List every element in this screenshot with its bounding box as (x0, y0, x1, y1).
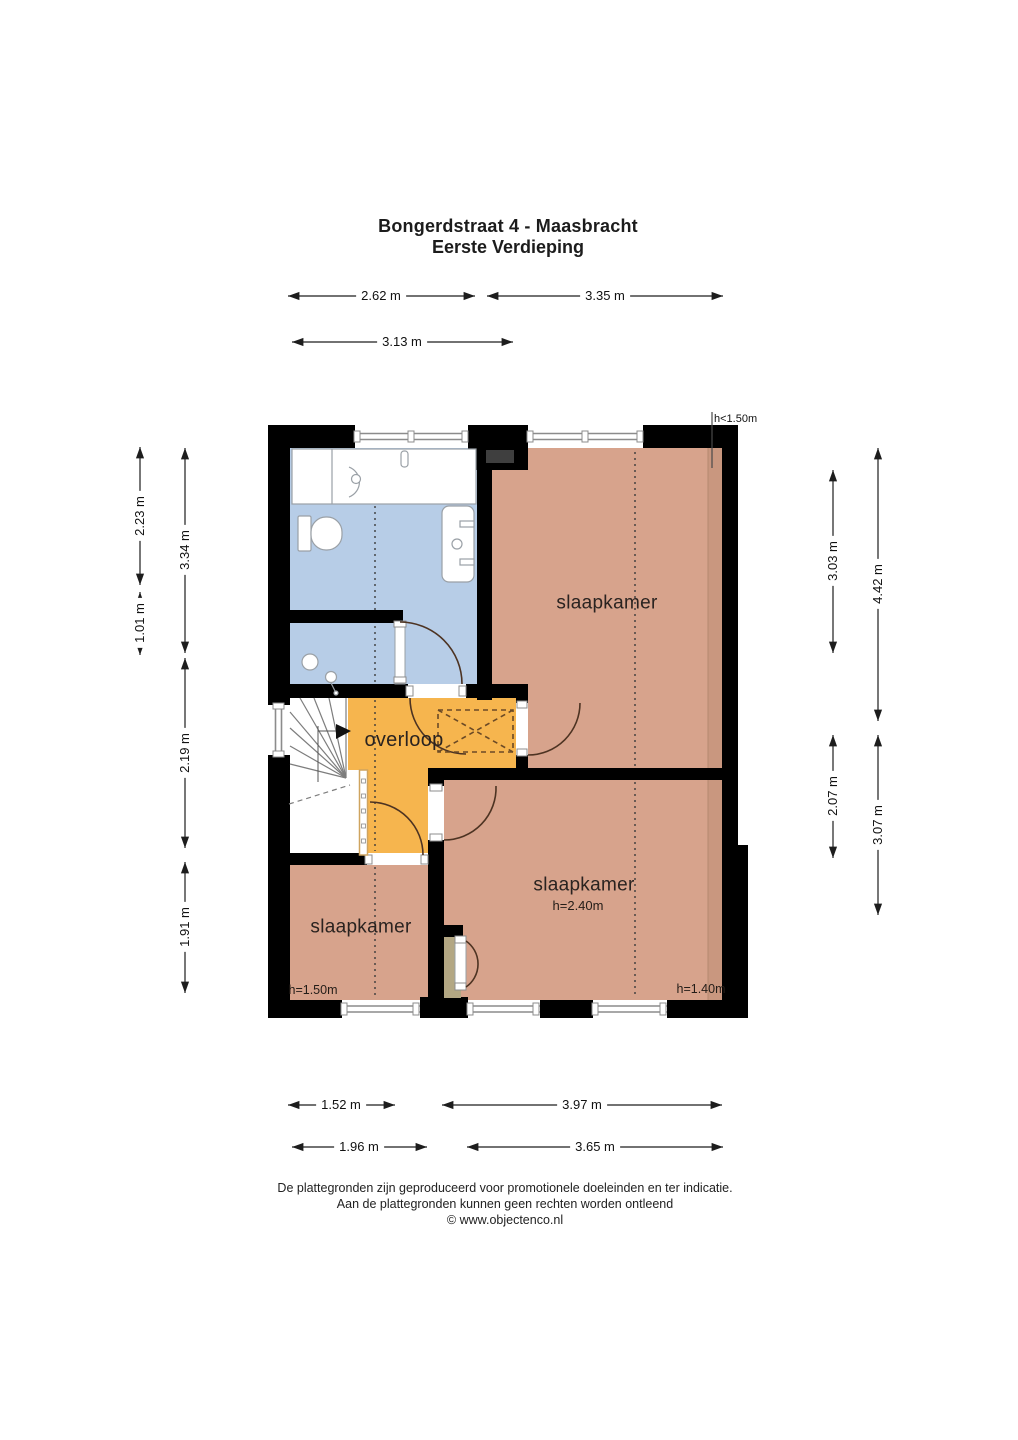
dim-bottom-1: 1.52 m (316, 1098, 366, 1112)
dim-bottom-3: 1.96 m (334, 1140, 384, 1154)
toilet-icon (298, 516, 342, 551)
room-label-bedroom2: slaapkamer (533, 874, 635, 896)
dim-right-3: 2.07 m (826, 771, 840, 821)
room-label-landing: overloop (364, 729, 444, 751)
dim-right-2: 4.42 m (871, 559, 885, 609)
page-subtitle: Eerste Verdieping (431, 237, 585, 258)
dim-left-3: 3.34 m (178, 525, 192, 575)
dim-bottom-4: 3.65 m (570, 1140, 620, 1154)
dim-top-3: 3.13 m (377, 335, 427, 349)
bedroom2-low-strip (708, 780, 722, 1000)
window-bottom-2 (467, 1000, 540, 1018)
window-bottom-1 (341, 1000, 420, 1018)
footer-line-1: De plattegronden zijn geproduceerd voor promotionele doeleinden en ter indicatie. (277, 1181, 733, 1196)
window-bottom-3 (592, 1000, 667, 1018)
dim-top-2: 3.35 m (580, 289, 630, 303)
chimney (486, 450, 514, 463)
stair-balustrade (360, 770, 368, 855)
height-note-bedroom3: h=1.50m (288, 983, 338, 998)
counter-faucet (401, 451, 408, 467)
bedroom1-low-strip (708, 448, 722, 768)
dim-left-4: 2.19 m (178, 728, 192, 778)
dim-top-1: 2.62 m (356, 289, 406, 303)
window-top-b (527, 425, 643, 448)
room-label-bedroom3: slaapkamer (310, 916, 412, 938)
washbasin-icon (442, 506, 474, 582)
dim-left-5: 1.91 m (178, 902, 192, 952)
stairs (289, 698, 350, 804)
page-title: Bongerdstraat 4 - Maasbracht (378, 216, 638, 237)
window-top-a (354, 425, 468, 448)
room-label-bedroom1: slaapkamer (556, 592, 658, 614)
stairs-cut-line (289, 785, 350, 804)
dim-left-1: 2.23 m (133, 491, 147, 541)
dim-right-1: 3.03 m (826, 536, 840, 586)
window-left (268, 703, 290, 757)
dim-bottom-2: 3.97 m (557, 1098, 607, 1112)
bathroom-counter (292, 449, 476, 504)
dim-left-2: 1.01 m (133, 598, 147, 648)
low-attic-note: h<1.50m (714, 413, 758, 425)
footer-line-2: Aan de plattegronden kunnen geen rechten worden ontleend (336, 1197, 674, 1212)
footer-line-3: © www.objectenco.nl (446, 1213, 564, 1228)
height-note-bedroom2-right: h=1.40m (676, 982, 726, 997)
room-height-bedroom2: h=2.40m (552, 897, 604, 913)
dim-right-4: 3.07 m (871, 800, 885, 850)
